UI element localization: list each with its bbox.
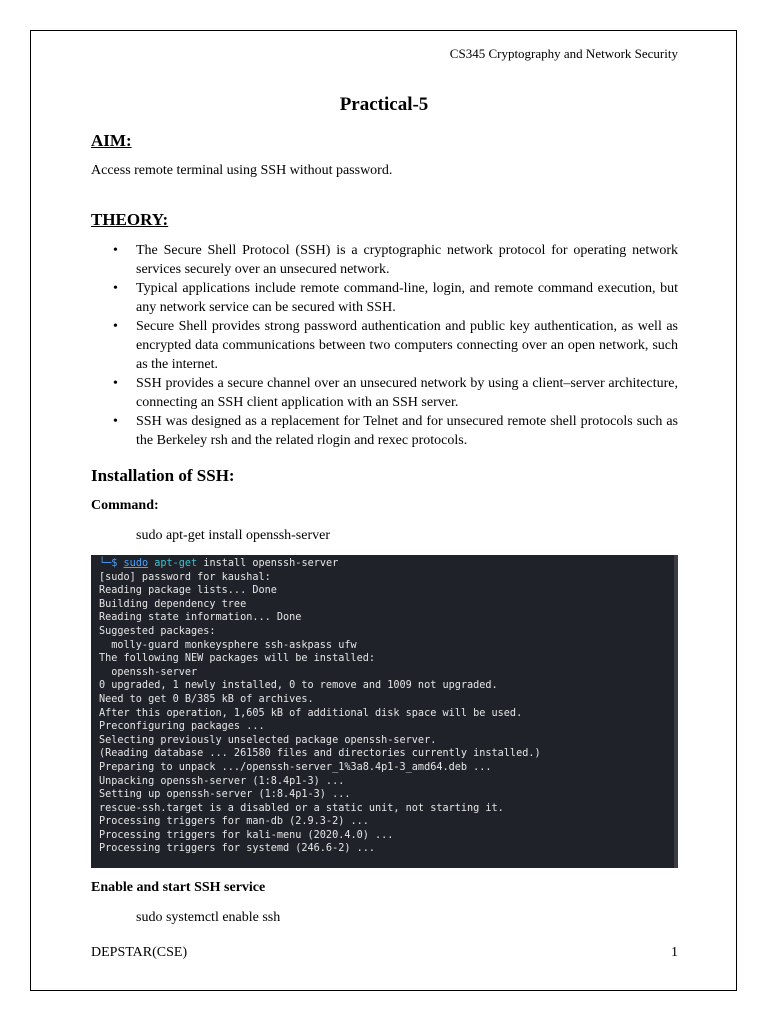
bullet-icon: • bbox=[113, 376, 118, 391]
aim-heading: AIM: bbox=[91, 131, 132, 150]
header-course-title: CS345 Cryptography and Network Security bbox=[449, 46, 678, 61]
enable-ssh-heading: Enable and start SSH service bbox=[91, 880, 266, 895]
terminal-line: Suggested packages: bbox=[99, 625, 216, 637]
footer-department: DEPSTAR(CSE) bbox=[91, 945, 188, 960]
theory-bullet: • SSH provides a secure channel over an unsecured network by using a client–server architecture, connecting an SSH client application with an SSH server. bbox=[113, 376, 678, 410]
installation-heading: Installation of SSH: bbox=[91, 466, 235, 485]
bullet-icon: • bbox=[113, 319, 118, 334]
terminal-line: [sudo] password for kaushal: bbox=[99, 571, 271, 583]
page-number: 1 bbox=[671, 945, 678, 960]
terminal-line: Processing triggers for man-db (2.9.3-2) ... bbox=[99, 816, 369, 828]
terminal-line: Building dependency tree bbox=[99, 598, 247, 610]
aim-text: Access remote terminal using SSH without password. bbox=[91, 163, 393, 178]
enable-ssh-command: sudo systemctl enable ssh bbox=[136, 910, 281, 925]
theory-bullet: • SSH was designed as a replacement for Telnet and for unsecured remote shell protocols such as the Berkeley rsh and the related rlogin and rexec protocols. bbox=[113, 414, 678, 448]
bullet-icon: • bbox=[113, 243, 118, 258]
terminal-line: Reading state information... Done bbox=[99, 612, 302, 624]
terminal-line: Need to get 0 B/385 kB of archives. bbox=[99, 693, 314, 705]
bullet-icon: • bbox=[113, 414, 118, 429]
terminal-line: Unpacking openssh-server (1:8.4p1-3) ... bbox=[99, 775, 345, 787]
terminal-line: Reading package lists... Done bbox=[99, 585, 277, 597]
page-title: Practical-5 bbox=[339, 94, 429, 115]
terminal-line: rescue-ssh.target is a disabled or a static unit, not starting it. bbox=[99, 802, 504, 814]
theory-bullet: • Typical applications include remote command-line, login, and remote command execution, but any network service can be secured with SSH. bbox=[113, 281, 678, 315]
terminal-line: molly-guard monkeysphere ssh-askpass ufw bbox=[99, 639, 357, 651]
terminal-line: (Reading database ... 261580 files and directories currently installed.) bbox=[99, 748, 541, 760]
terminal-line: Selecting previously unselected package openssh-server. bbox=[99, 734, 437, 746]
theory-heading: THEORY: bbox=[91, 210, 169, 229]
terminal-prompt-line: └─$ sudo apt-get install openssh-server bbox=[99, 558, 339, 569]
theory-bullet: • The Secure Shell Protocol (SSH) is a cryptographic network protocol for operating network services securely over an unsecured network. bbox=[113, 243, 678, 277]
terminal-line: Preconfiguring packages ... bbox=[99, 721, 265, 733]
install-command: sudo apt-get install openssh-server bbox=[136, 528, 331, 543]
terminal-line: Processing triggers for systemd (246.6-2) ... bbox=[99, 843, 376, 855]
terminal-screenshot bbox=[91, 555, 678, 868]
theory-bullet-list bbox=[91, 241, 678, 450]
terminal-line: openssh-server bbox=[99, 666, 198, 678]
terminal-line: After this operation, 1,605 kB of additional disk space will be used. bbox=[99, 707, 523, 719]
command-label: Command: bbox=[91, 498, 159, 513]
terminal-line: Setting up openssh-server (1:8.4p1-3) ... bbox=[99, 789, 351, 801]
theory-bullet: • Secure Shell provides strong password authentication and public key authentication, as well as encrypted data communications between two computers connecting over an open network, such as the internet. bbox=[113, 319, 678, 372]
terminal-line: 0 upgraded, 1 newly installed, 0 to remove and 1009 not upgraded. bbox=[99, 680, 498, 692]
terminal-line: Preparing to unpack .../openssh-server_1%3a8.4p1-3_amd64.deb ... bbox=[99, 761, 492, 773]
terminal-line: The following NEW packages will be installed: bbox=[99, 653, 376, 665]
bullet-icon: • bbox=[113, 281, 118, 296]
terminal-line: Processing triggers for kali-menu (2020.4.0) ... bbox=[99, 829, 394, 841]
